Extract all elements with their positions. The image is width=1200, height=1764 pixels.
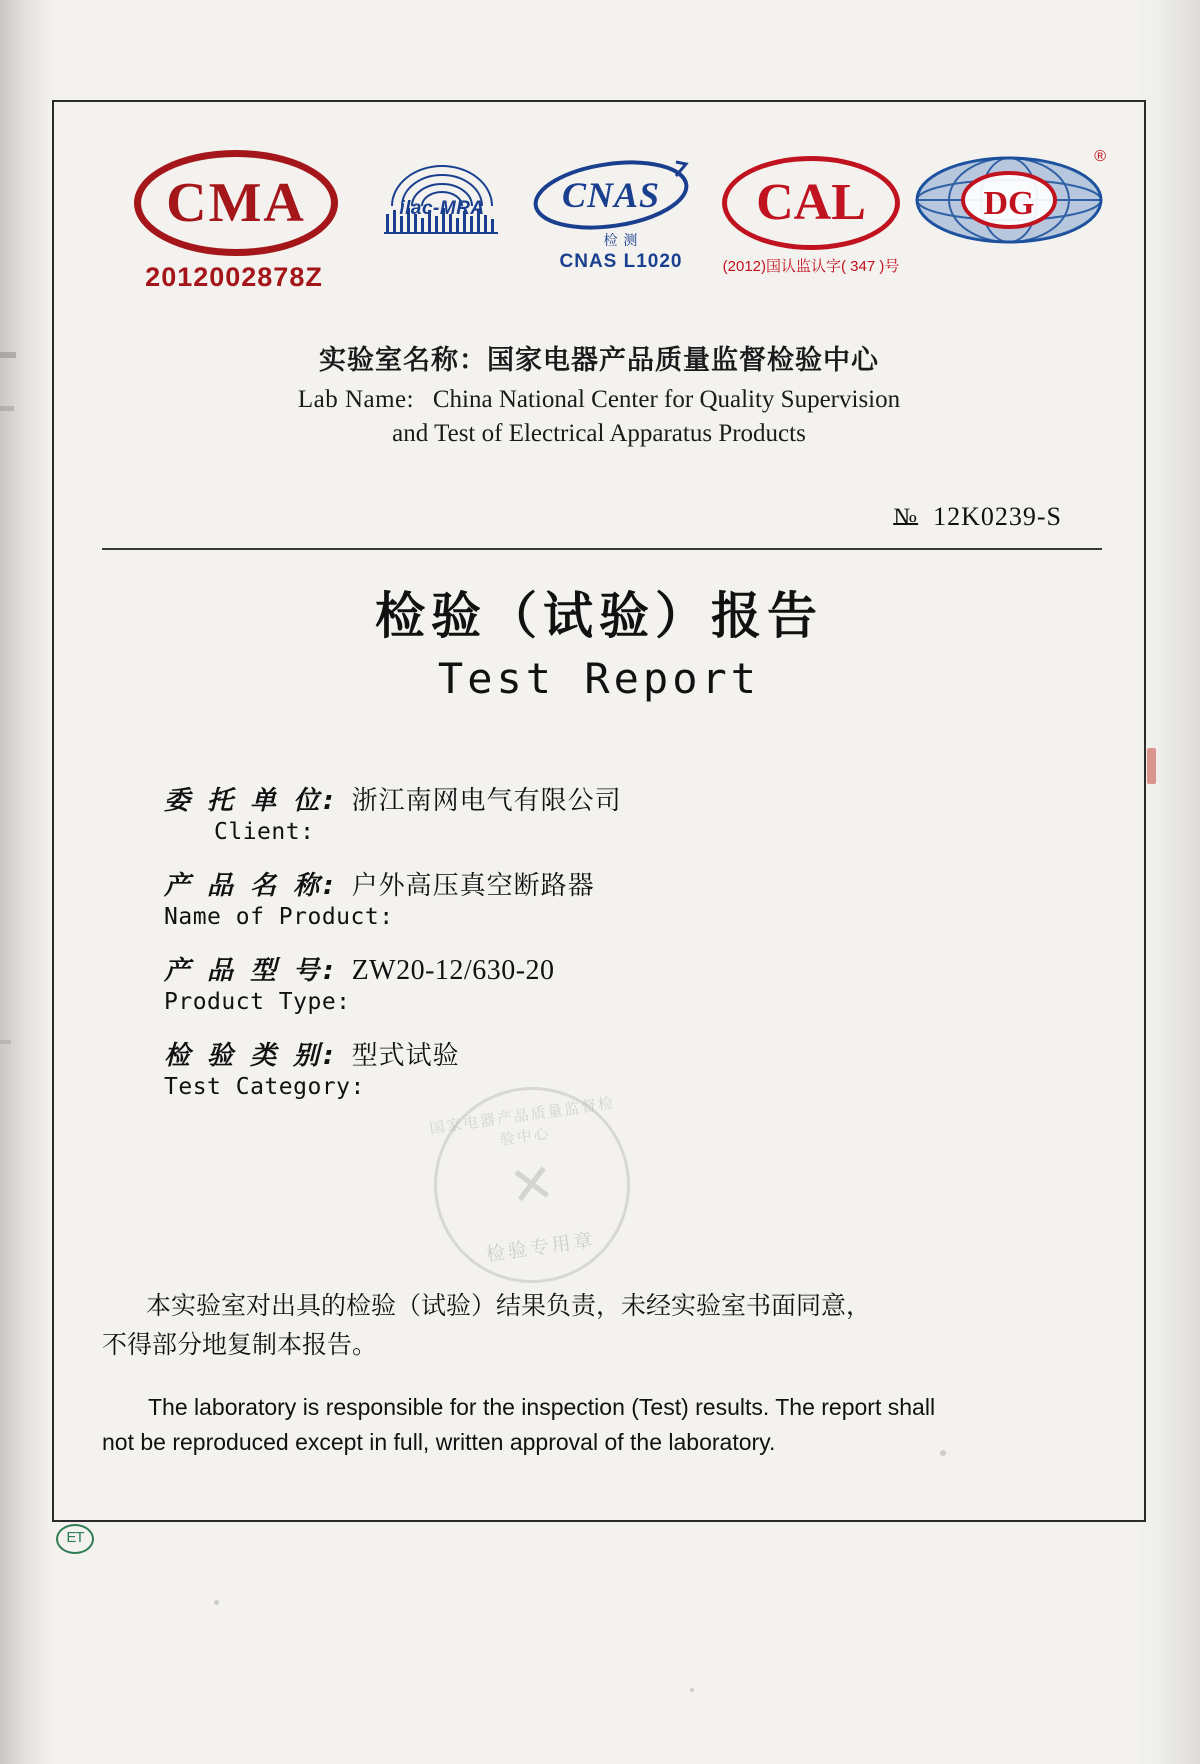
- globe-logo: [914, 148, 1114, 246]
- field-product-type-label-en: Product Type:: [164, 989, 351, 1015]
- field-product-name-label-cn: 产 品 名 称:: [164, 871, 338, 901]
- lab-name-block: [54, 338, 1144, 451]
- scan-artifact: [0, 406, 14, 411]
- cnas-sub-cn: 检 测: [603, 232, 639, 248]
- disclaimer-cn: [102, 1287, 1102, 1365]
- globe-icon: [914, 154, 1104, 246]
- seal-bottom-text: 检验专用章: [484, 1228, 597, 1266]
- field-product-type-value: ZW20-12/630-20: [351, 955, 555, 986]
- cma-ring-icon: [134, 150, 338, 256]
- disclaimer-en-line1: The laboratory is responsible for the inspection (Test) results. The report shall: [148, 1394, 936, 1420]
- cma-logo: [134, 150, 334, 293]
- scan-edge-shadow-left: [0, 0, 52, 1764]
- svg-text:DG: DG: [983, 185, 1035, 222]
- field-product-name: [164, 865, 1064, 930]
- lab-name-cn-label: 实验室名称：: [319, 345, 487, 376]
- cal-ring-icon: [722, 156, 900, 250]
- field-test-category-value: 型式试验: [351, 1041, 460, 1071]
- registered-trademark-icon: ®: [1094, 148, 1106, 165]
- field-client-value: 浙江南网电气有限公司: [351, 786, 622, 816]
- ilac-mra-text: ilac-MRA: [399, 198, 485, 219]
- lab-name-en-line2: and Test of Electrical Apparatus Products: [392, 419, 806, 447]
- scan-artifact: [0, 1040, 11, 1044]
- cnas-logo-text: CNAS: [561, 175, 661, 215]
- field-test-category-label-en: Test Category:: [164, 1074, 365, 1100]
- page-title-cn: 检验（试验）报告: [375, 587, 823, 645]
- cma-logo-text: CMA: [166, 172, 306, 234]
- field-product-type-label-cn: 产 品 型 号:: [164, 956, 338, 986]
- field-client-label-cn: 委 托 单 位:: [164, 786, 338, 816]
- seal-star-icon: ✕: [505, 1152, 559, 1219]
- horizontal-divider: [102, 548, 1102, 550]
- page-title-en: Test Report: [437, 654, 761, 703]
- lab-name-en-line1: China National Center for Quality Supervision: [432, 386, 901, 413]
- cnas-logo: [526, 158, 716, 273]
- field-client-label-en: Client:: [214, 819, 315, 845]
- report-number-symbol: №: [893, 504, 919, 531]
- report-fields: [164, 780, 1064, 1120]
- disclaimer-en: [102, 1390, 1112, 1459]
- disclaimer-cn-line2: 不得部分地复制本报告。: [102, 1329, 378, 1359]
- seal-arc-text: 国家电器产品质量监督检验中心: [428, 1093, 617, 1149]
- accreditation-logo-row: [94, 142, 1104, 302]
- scan-speck: [690, 1688, 694, 1692]
- ilac-mra-logo: [372, 164, 522, 252]
- field-test-category: [164, 1035, 1064, 1100]
- field-product-type: [164, 950, 1064, 1015]
- field-test-category-label-cn: 检 验 类 别:: [164, 1041, 338, 1071]
- scan-speck: [214, 1600, 219, 1605]
- field-product-name-value: 户外高压真空断路器: [351, 871, 595, 901]
- et-stamp-icon: ET: [56, 1524, 94, 1554]
- lab-name-en: [54, 383, 1144, 451]
- cma-certificate-number: 2012002878Z: [145, 262, 323, 292]
- lab-name-cn-value: 国家电器产品质量监督检验中心: [487, 345, 879, 376]
- scan-artifact-red: [1147, 748, 1156, 784]
- lab-name-en-label: Lab Name:: [297, 386, 415, 413]
- cal-logo-text: CAL: [756, 174, 866, 231]
- cnas-accreditation-number: CNAS L1020: [559, 251, 683, 272]
- report-number-value: 12K0239-S: [933, 502, 1062, 531]
- scan-artifact: [0, 352, 16, 358]
- field-client: [164, 780, 1064, 845]
- disclaimer-en-line2: not be reproduced except in full, written approval of the laboratory.: [102, 1428, 776, 1455]
- disclaimer-cn-line1: 本实验室对出具的检验（试验）结果负责，未经实验室书面同意，: [146, 1291, 872, 1320]
- report-number: [893, 502, 1062, 532]
- cal-certificate-number: (2012)国认监认字( 347 )号: [722, 258, 900, 275]
- document-border-frame: [52, 100, 1146, 1522]
- lab-name-cn: [54, 338, 1144, 377]
- cal-logo: [722, 156, 900, 276]
- field-product-name-label-en: Name of Product:: [164, 904, 394, 930]
